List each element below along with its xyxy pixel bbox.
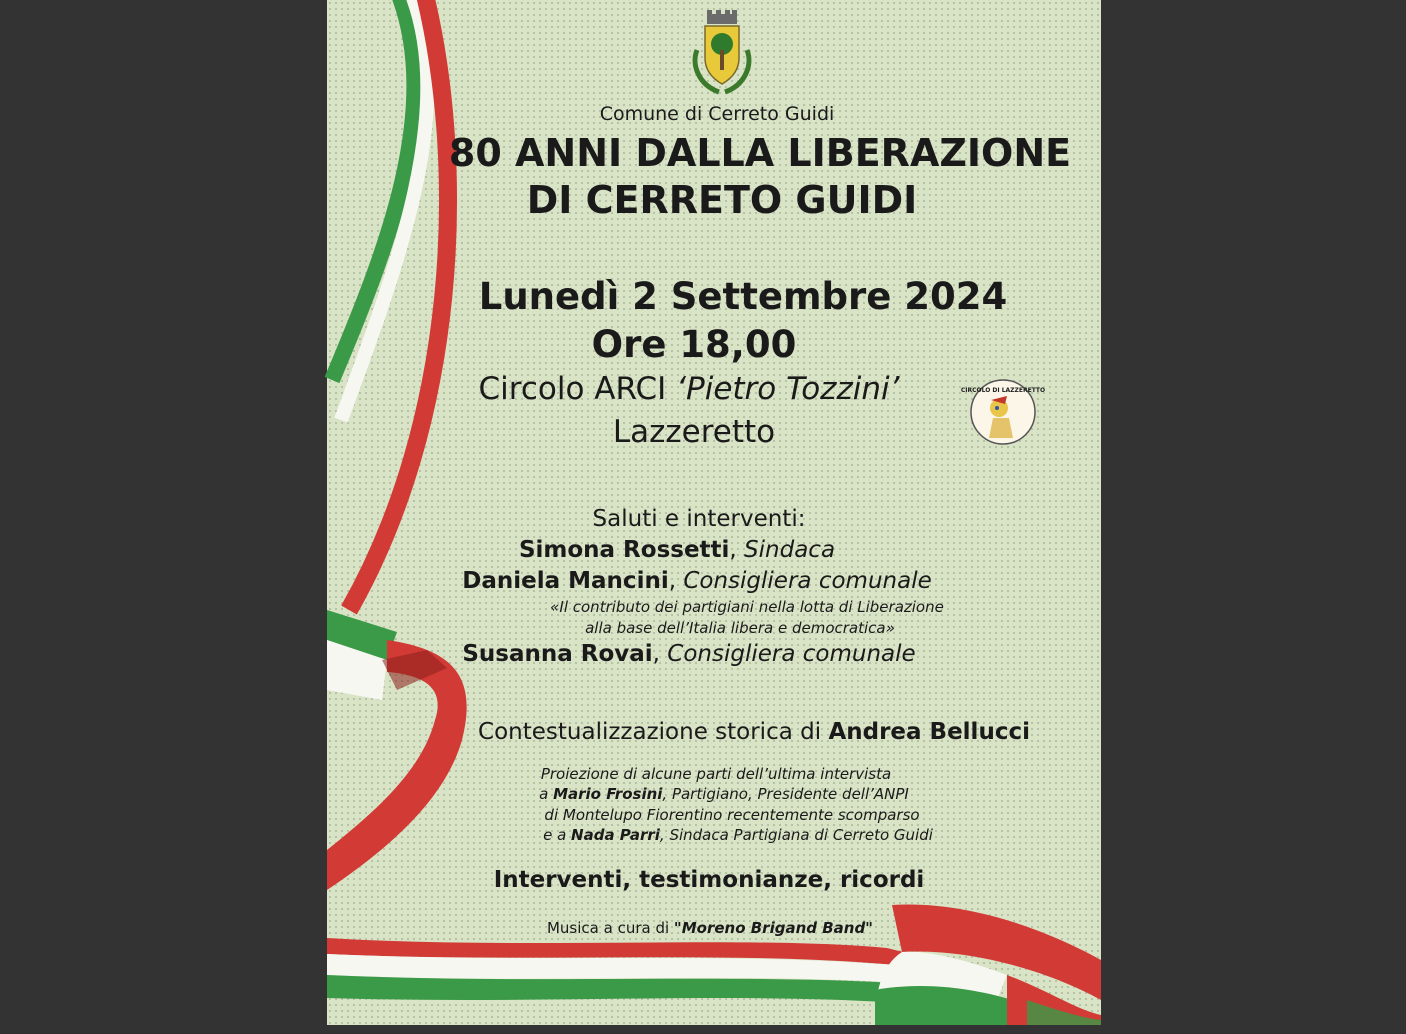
speaker-role: Sindaca — [744, 537, 836, 563]
projection-name-parri: Nada Parri — [571, 826, 660, 844]
circolo-logo-icon — [960, 378, 1046, 446]
projection-prefix: e a — [543, 826, 572, 844]
speaker-2: Daniela Mancini, Consigliera comunale — [462, 568, 932, 594]
closing-line: Interventi, testimonianze, ricordi — [493, 867, 925, 893]
music-credit — [323, 919, 1097, 937]
venue-name: ‘Pietro Tozzini’ — [676, 371, 900, 407]
greetings-heading: Saluti e interventi: — [592, 506, 806, 532]
quote-line-2: alla base dell’Italia libera e democratica» — [585, 619, 895, 637]
music-prefix: Musica a cura di — [546, 919, 674, 937]
speaker-name: Susanna Rovai — [462, 641, 653, 667]
circolo-logo-text: CIRCOLO DI LAZZERETTO — [960, 387, 1046, 394]
quote-line-1: «Il contributo dei partigiani nella lotta di Liberazione — [550, 598, 944, 616]
speaker-name: Daniela Mancini — [462, 568, 669, 594]
speaker-role: Consigliera comunale — [683, 568, 932, 594]
bottom-ribbon — [327, 938, 927, 1005]
speaker-name: Simona Rossetti — [518, 537, 730, 563]
event-date: Lunedì 2 Settembre 2024 — [478, 275, 1008, 318]
projection-line-4 — [351, 826, 1125, 844]
venue-place: Lazzeretto — [612, 414, 776, 450]
event-poster — [327, 0, 1101, 1025]
speaker-3: Susanna Rovai, Consigliera comunale — [462, 641, 916, 667]
projection-name-frosini: Mario Frosini — [553, 785, 663, 803]
context-name: Andrea Bellucci — [828, 719, 1030, 745]
music-band-name: "Moreno Brigand Band" — [673, 919, 874, 937]
projection-line-1: Proiezione di alcune parti dell’ultima intervista — [540, 765, 892, 783]
venue-prefix: Circolo ARCI — [478, 371, 677, 407]
speaker-role: Consigliera comunale — [667, 641, 916, 667]
title-line-2: DI CERRETO GUIDI — [526, 178, 918, 222]
projection-line-3: di Montelupo Fiorentino recentemente scomparso — [544, 806, 920, 824]
municipality-name: Comune di Cerreto Guidi — [599, 103, 835, 125]
coat-of-arms-icon — [689, 10, 755, 96]
projection-suffix: , Sindaca Partigiana di Cerreto Guidi — [659, 826, 933, 844]
projection-line-2 — [337, 785, 1111, 803]
speaker-1: Simona Rossetti, Sindaca — [518, 537, 836, 563]
event-time: Ore 18,00 — [591, 323, 797, 366]
title-line-1: 80 ANNI DALLA LIBERAZIONE — [448, 131, 1072, 175]
context-prefix: Contestualizzazione storica di — [478, 719, 829, 745]
projection-suffix: , Partigiano, Presidente dell’ANPI — [662, 785, 909, 803]
historical-context — [367, 719, 1141, 745]
projection-prefix: a — [539, 785, 554, 803]
